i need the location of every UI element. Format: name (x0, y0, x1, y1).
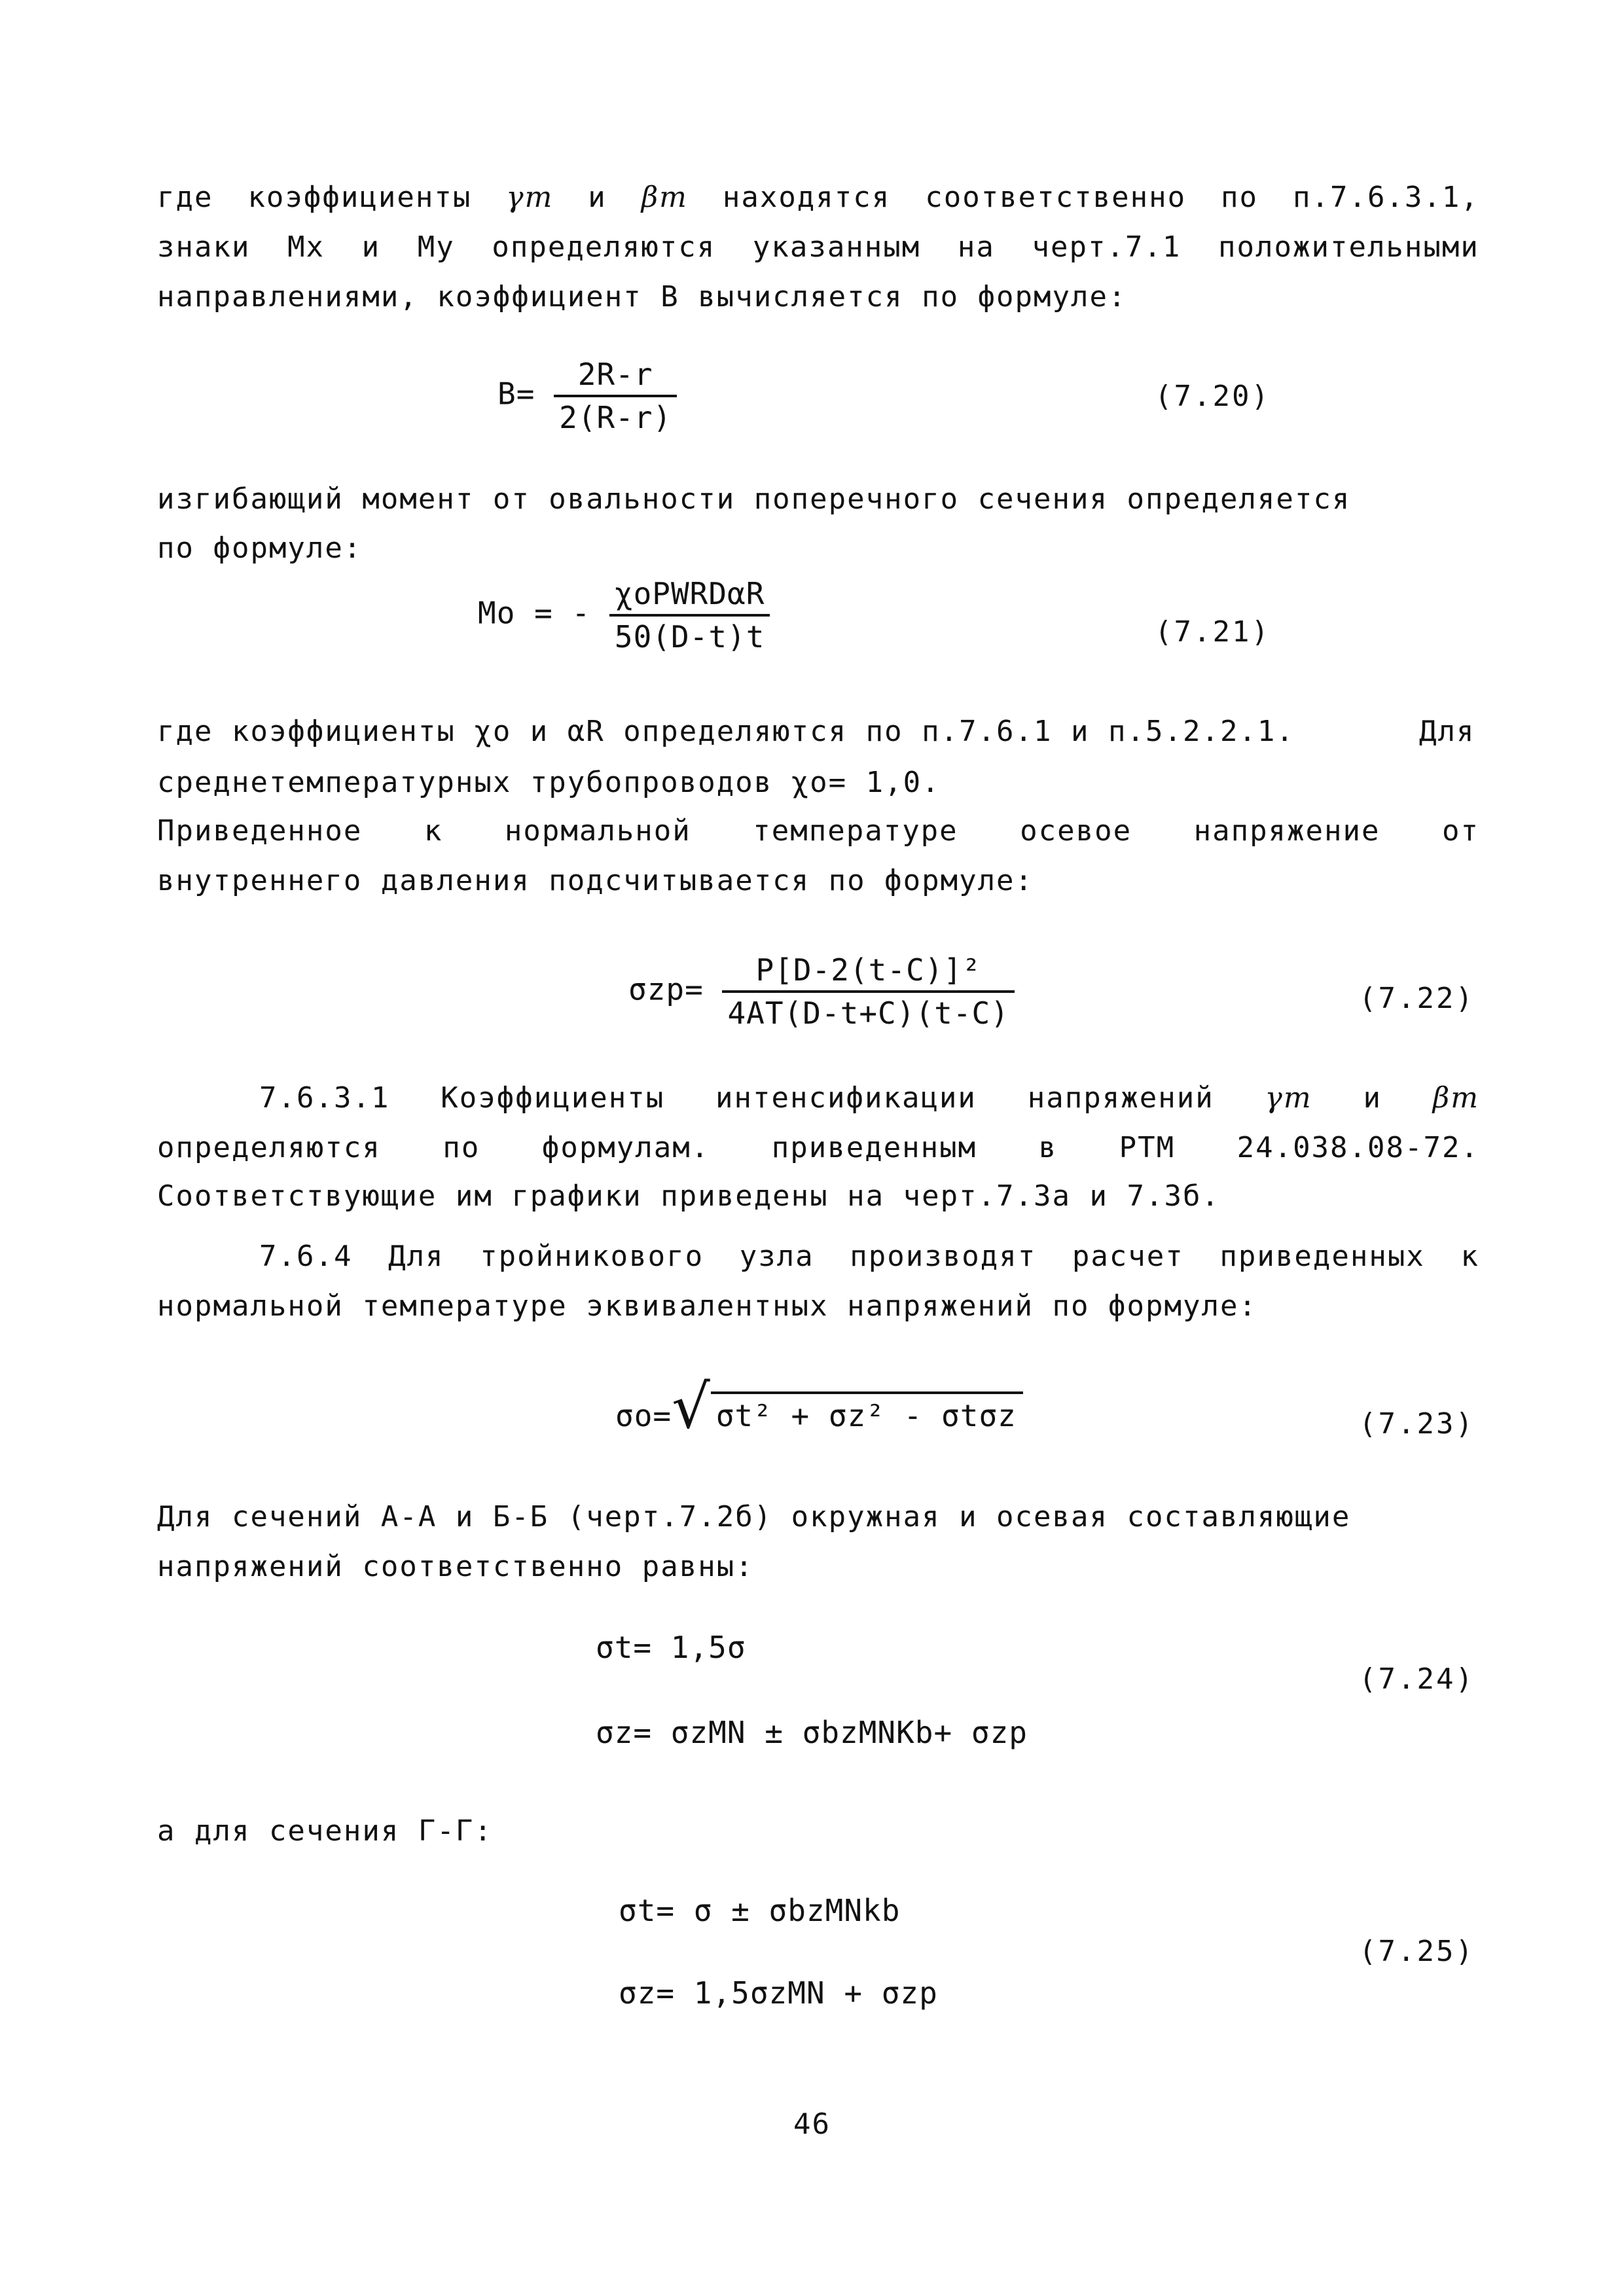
paragraph-1-line-2: знаки Mx и My определяются указанным на черт.7.1 положительными (157, 230, 1479, 264)
paragraph-6-line-1: 7.6.4 Для тройникового узла производят расчет приведенных к (259, 1240, 1479, 1273)
paragraph-3-line-2: среднетемпературных трубопроводов χo= 1,0. (157, 766, 941, 799)
square-root: σo= √ σt² + σz² - σtσz (615, 1381, 1023, 1433)
paragraph-4-line-1: Приведенное к нормальной температуре осевое напряжение от (157, 814, 1479, 848)
equation-number-7-23: (7.23) (1359, 1407, 1475, 1441)
equation-number-7-25: (7.25) (1359, 1935, 1475, 1968)
equation-7-20: B= $\frac{2R-r}{2(R-r)}$ (497, 357, 677, 435)
equation-number-7-22: (7.22) (1359, 982, 1475, 1015)
paragraph-3-line-1-end: Для (1419, 715, 1475, 748)
paragraph-2-line-1: изгибающий момент от овальности поперечного сечения определяется (157, 482, 1351, 516)
paragraph-5-line-1: 7.6.3.1 Коэффициенты интенсификации напряжений γm и βm (259, 1080, 1479, 1117)
equation-7-21: Mo = - $\frac{\text{χoPWRDαR}}{50(D-t)t}$ (478, 576, 770, 655)
paragraph-5-line-3: Соответствующие им графики приведены на черт.7.3а и 7.3б. (157, 1179, 1220, 1213)
equation-7-22: σzp= $\frac{\text{P[D-2(t-C)]²}}{4AT(D-t+C)(t-C)}$ (628, 952, 1015, 1031)
gamma-m-symbol: γm (506, 181, 554, 214)
equation-7-24-row-2: σz= σzMN ± σbzMNKb+ σzp (596, 1715, 1028, 1750)
paragraph-2-line-2: по формуле: (157, 531, 363, 565)
paragraph-1-line-1: где коэффициенты γm и βm находятся соответственно по п.7.6.3.1, (157, 179, 1479, 216)
paragraph-4-line-2: внутреннего давления подсчитывается по формуле: (157, 864, 1034, 897)
equation-7-25-row-2: σz= 1,5σzMN + σzp (619, 1975, 938, 2011)
radical-sign: √ (672, 1372, 711, 1442)
paragraph-7-line-2: напряжений соответственно равны: (157, 1550, 754, 1583)
beta-m-symbol: βm (1432, 1081, 1479, 1115)
page-number: 46 (793, 2108, 831, 2141)
fraction: $\frac{2R-r}{2(R-r)}$ (554, 357, 677, 435)
paragraph-6-line-2: нормальной температуре эквивалентных напряжений по формуле: (157, 1289, 1257, 1323)
fraction: $\frac{\text{P[D-2(t-C)]²}}{4AT(D-t+C)(t-C)}$ (722, 952, 1014, 1031)
equation-number-7-21: (7.21) (1155, 615, 1271, 649)
paragraph-5-line-2: определяются по формулам. приведенным в РТМ 24.038.08-72. (157, 1131, 1479, 1164)
paragraph-3-line-1: где коэффициенты χo и αR определяются по п.7.6.1 и п.5.2.2.1. (157, 715, 1295, 748)
beta-m-symbol: βm (641, 181, 688, 214)
paragraph-1-line-3: направлениями, коэффициент B вычисляется по формуле: (157, 280, 1127, 314)
gamma-m-symbol: γm (1265, 1081, 1312, 1115)
paragraph-8-line-1: а для сечения Г-Г: (157, 1814, 493, 1848)
equation-7-23 (615, 1372, 1023, 1442)
paragraph-7-line-1: Для сечений А-А и Б-Б (черт.7.2б) окружная и осевая составляющие (157, 1500, 1351, 1534)
equation-number-7-20: (7.20) (1155, 380, 1271, 413)
equation-7-25-row-1: σt= σ ± σbzMNkb (619, 1893, 901, 1928)
equation-number-7-24: (7.24) (1359, 1662, 1475, 1696)
equation-7-24-row-1: σt= 1,5σ (596, 1630, 746, 1665)
fraction: $\frac{\text{χoPWRDαR}}{50(D-t)t}$ (609, 576, 770, 655)
